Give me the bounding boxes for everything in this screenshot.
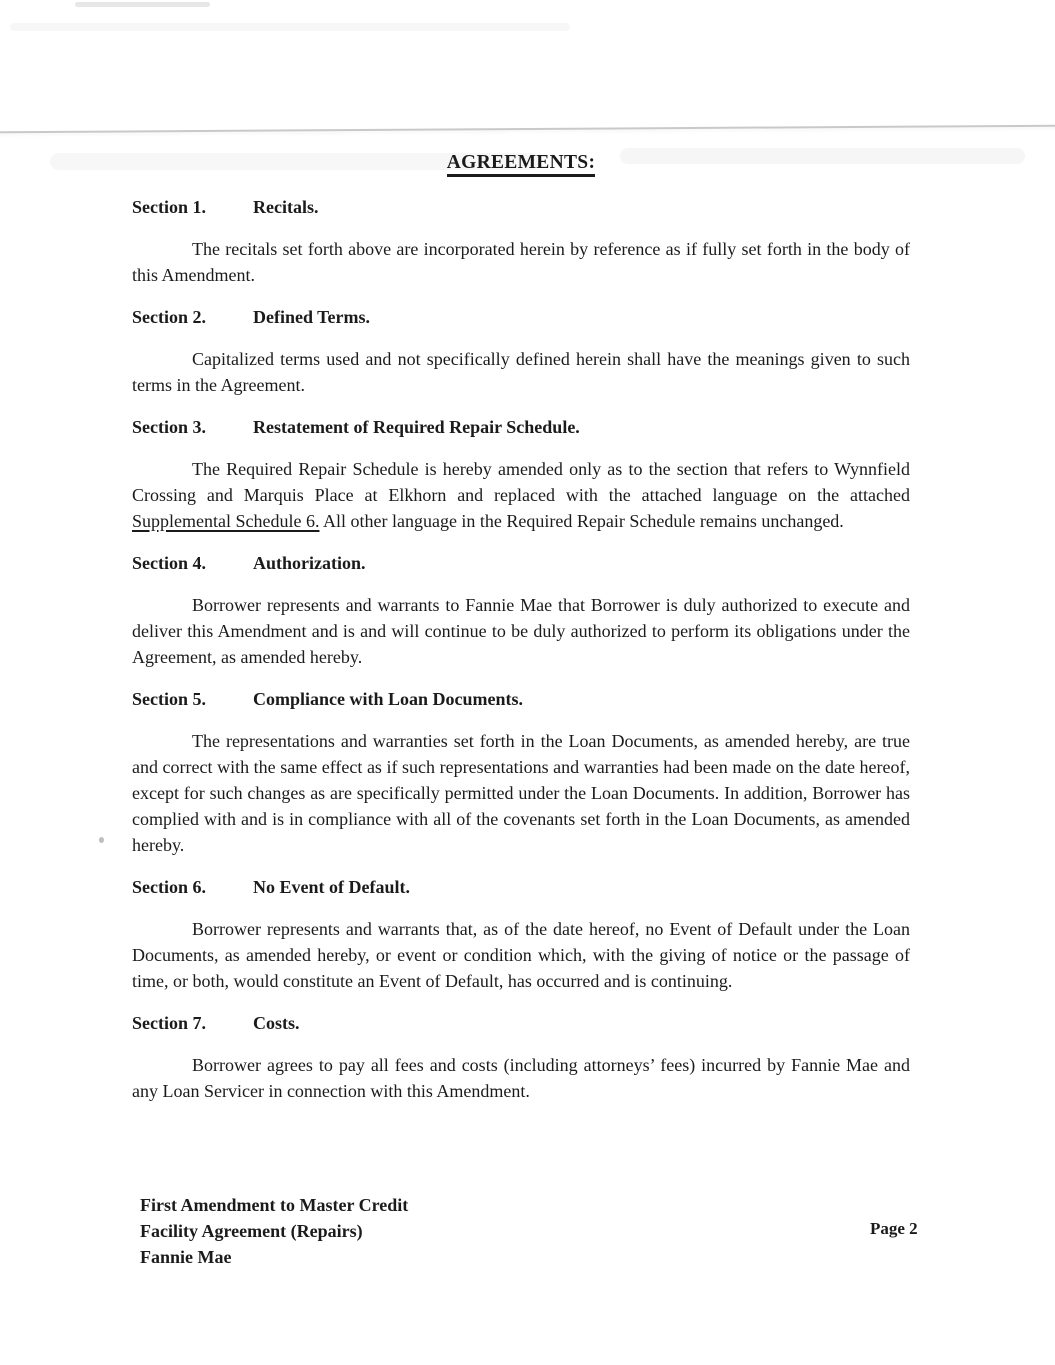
section-5-heading [132,686,910,712]
section-3-paragraph-before: The Required Repair Schedule is hereby amended only as to the section that refers to Wynnfield Crossing and Marquis Place at Elkhorn and replaced with the attached language on the attached [132,459,910,505]
section-7-title: Costs. [253,1013,300,1033]
footer-page-number: Page 2 [870,1219,918,1238]
section-7-paragraph: Borrower agrees to pay all fees and costs (including attorneys’ fees) incurred by Fannie Mae and any Loan Servicer in connection with this Amendment. [132,1055,910,1101]
agreements-heading-text: AGREEMENTS: [447,152,595,177]
section-1-heading [132,194,910,220]
footer-title-line-2: Facility Agreement (Repairs) [140,1221,363,1241]
section-4-heading [132,550,910,576]
section-1-title: Recitals. [253,197,319,217]
section-2-title: Defined Terms. [253,307,370,327]
section-3-heading [132,414,910,440]
agreements-heading [132,150,910,176]
section-6-heading [132,874,910,900]
section-1-paragraph: The recitals set forth above are incorporated herein by reference as if fully set forth in the body of this Amendment. [132,239,910,285]
section-3-paragraph-after: All other language in the Required Repair Schedule remains unchanged. [319,511,844,531]
section-4-paragraph: Borrower represents and warrants to Fannie Mae that Borrower is duly authorized to execute and deliver this Amendment and is and will continue to be duly authorized to perform its obligations under the Agreement, as amended hereby. [132,595,910,667]
section-7-heading [132,1010,910,1036]
section-3-paragraph [132,456,910,534]
section-5-number: Section 5. [132,689,206,709]
section-2-heading [132,304,910,330]
footer-title-line-1: First Amendment to Master Credit [140,1195,409,1215]
section-4-number: Section 4. [132,553,206,573]
section-3-number: Section 3. [132,417,206,437]
footer-title-line-3: Fannie Mae [140,1247,232,1267]
section-3-paragraph-underlined-reference: Supplemental Schedule 6. [132,511,320,531]
section-2-number: Section 2. [132,307,206,327]
footer-document-title [140,1192,408,1270]
section-6-number: Section 6. [132,877,206,897]
document-body [132,150,910,1120]
section-5-title: Compliance with Loan Documents. [253,689,524,709]
section-6-paragraph: Borrower represents and warrants that, as of the date hereof, no Event of Default under the Loan Documents, as amended hereby, or event or condition which, with the giving of notice or the passage of time, or both, would constitute an Event of Default, has occurred and is continuing. [132,919,910,991]
section-2-paragraph: Capitalized terms used and not specifically defined herein shall have the meanings given to such terms in the Agreement. [132,349,910,395]
section-4-title: Authorization. [253,553,366,573]
scan-artifact-top-left [75,2,210,7]
scan-artifact-top-smear [10,23,570,31]
scan-artifact-line [0,125,1055,133]
section-5-paragraph: The representations and warranties set forth in the Loan Documents, as amended hereby, are true and correct with the same effect as if such representations and warranties had been made on the date hereof, except for such changes as are specifically permitted under the Loan Documents. In addition, Borrower has complied with and is in compliance with all of the covenants set forth in the Loan Documents, as amended hereby. [132,731,910,855]
section-7-number: Section 7. [132,1013,206,1033]
scan-artifact-speck [99,837,104,843]
section-3-title: Restatement of Required Repair Schedule. [253,417,580,437]
section-1-number: Section 1. [132,197,206,217]
section-6-title: No Event of Default. [253,877,410,897]
